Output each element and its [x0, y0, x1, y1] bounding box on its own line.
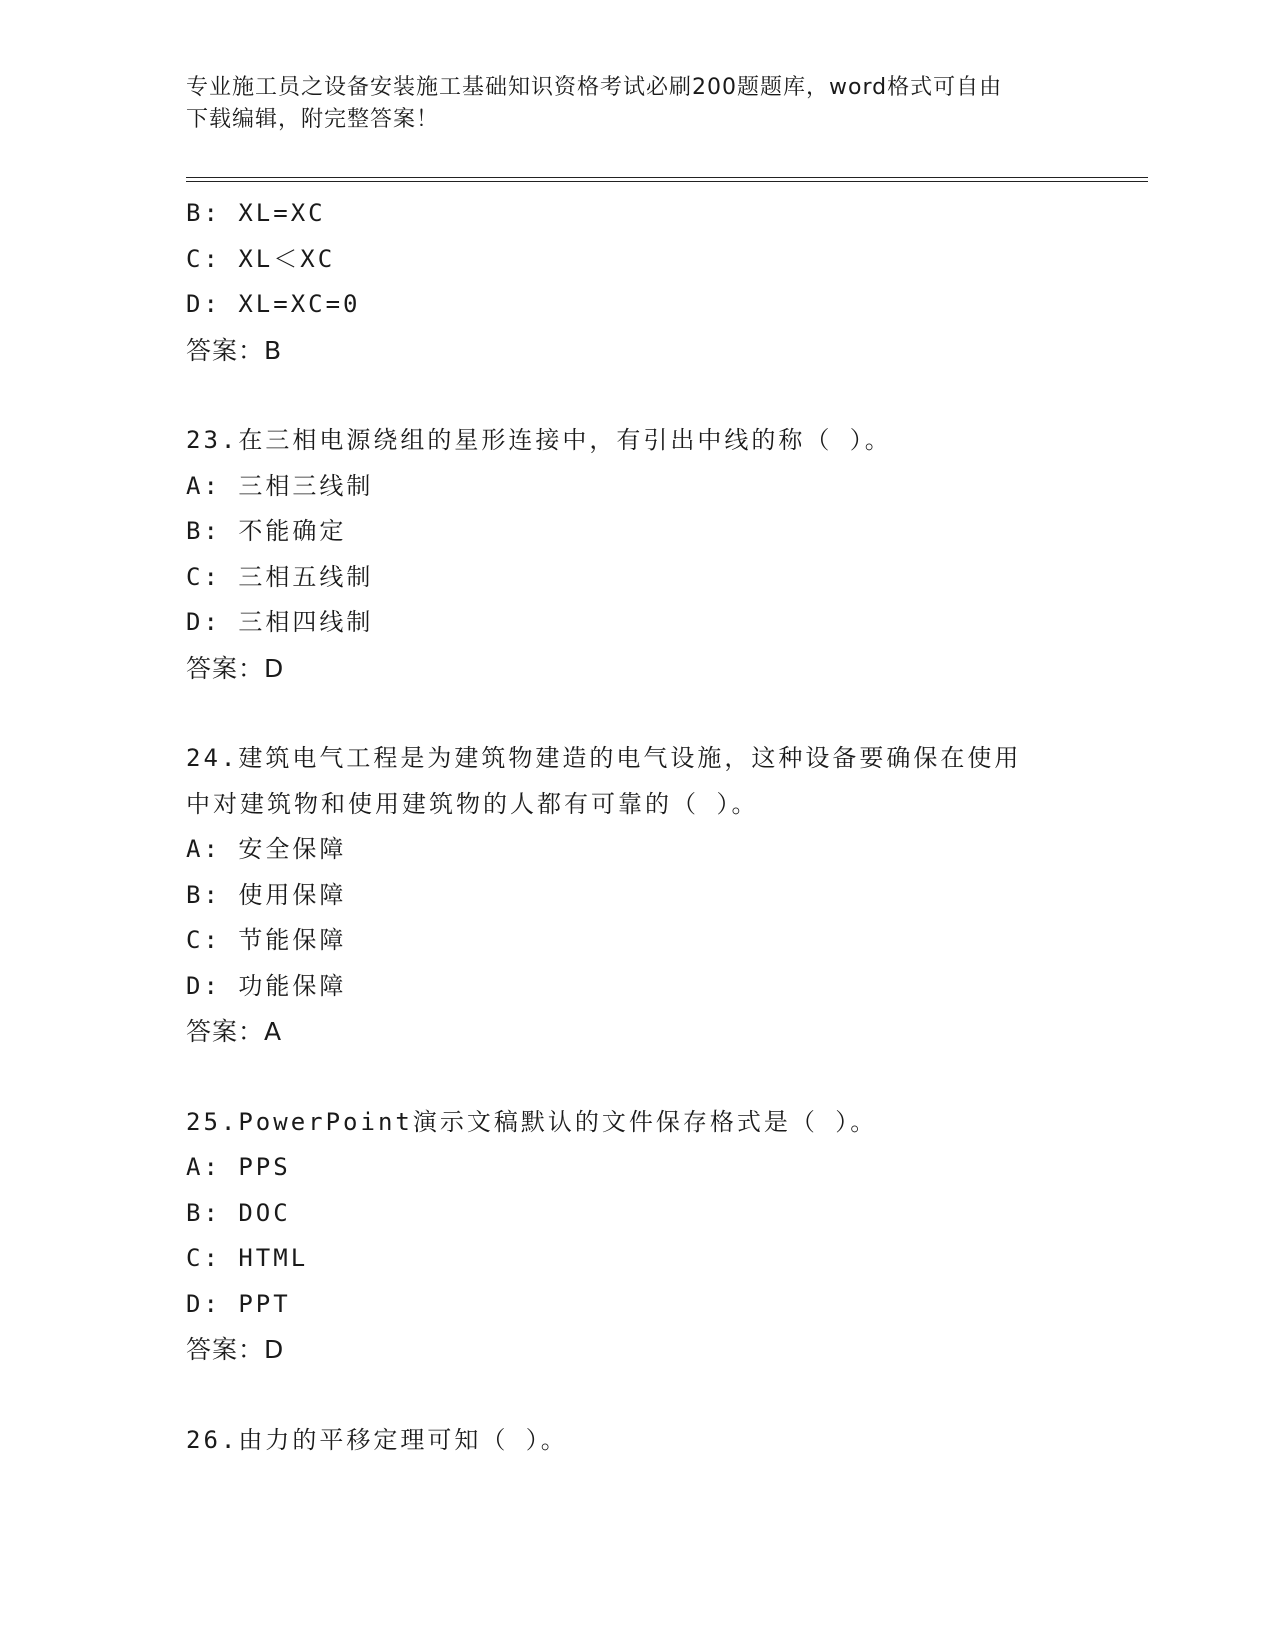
- option-text: C: 节能保障: [186, 926, 347, 954]
- question-text: 26.由力的平移定理可知（ ）。: [186, 1425, 568, 1454]
- question-text: 中对建筑物和使用建筑物的人都有可靠的（ ）。: [186, 789, 759, 818]
- spacer: [186, 691, 1086, 736]
- option-text: D: 三相四线制: [186, 608, 374, 636]
- spacer: [186, 373, 1086, 418]
- question-list: [186, 191, 1086, 1463]
- answer-text: 答案：B: [186, 335, 283, 365]
- document-header: [186, 72, 1066, 136]
- question-text: 24.建筑电气工程是为建筑物建造的电气设施，这种设备要确保在使用: [186, 744, 1022, 772]
- question-text: 25.PowerPoint演示文稿默认的文件保存格式是（ ）。: [186, 1107, 878, 1136]
- option-text: A: 安全保障: [186, 835, 347, 863]
- header-rule-thick: [186, 177, 1148, 178]
- option-text: B: 使用保障: [186, 880, 347, 909]
- option-text: B: XL=XC: [186, 199, 326, 227]
- option-text: C: HTML: [186, 1244, 309, 1272]
- option-text: A: 三相三线制: [186, 471, 374, 500]
- option-text: D: XL=XC=0: [186, 290, 361, 318]
- question-text: 23.在三相电源绕组的星形连接中，有引出中线的称（ ）。: [186, 426, 892, 454]
- header-line-1: 专业施工员之设备安装施工基础知识资格考试必刷200题题库，word格式可自由: [186, 75, 1003, 100]
- option-text: B: DOC: [186, 1198, 291, 1227]
- answer-text: 答案：D: [186, 653, 285, 683]
- answer-text: 答案：A: [186, 1017, 283, 1046]
- option-text: B: 不能确定: [186, 517, 347, 545]
- option-text: C: 三相五线制: [186, 562, 374, 591]
- option-text: A: PPS: [186, 1153, 291, 1181]
- option-text: D: PPT: [186, 1289, 291, 1318]
- header-line-2: 下载编辑，附完整答案！: [186, 107, 440, 132]
- spacer: [186, 1055, 1086, 1100]
- answer-text: 答案：D: [186, 1335, 285, 1364]
- header-rule-thin: [186, 181, 1148, 182]
- option-text: C: XL＜XC: [186, 244, 336, 273]
- spacer: [186, 1373, 1086, 1418]
- option-text: D: 功能保障: [186, 971, 347, 1000]
